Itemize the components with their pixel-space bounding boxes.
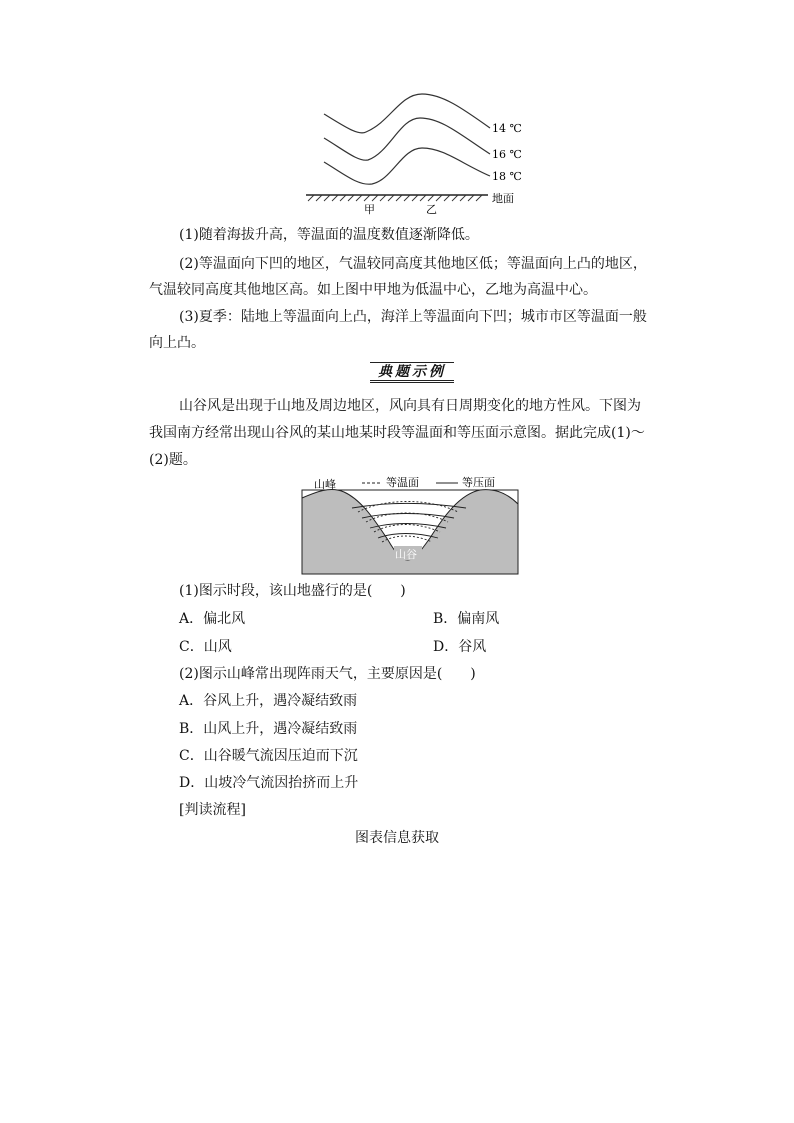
note-3-line-2: 向上凸。 — [149, 335, 205, 351]
note-2-line-1: (2)等温面向下凹的地区，气温较同高度其他地区低；等温面向上凸的地区， — [179, 256, 647, 272]
q2-option-b[interactable]: B．山风上升，遇冷凝结致雨 — [179, 721, 358, 737]
label-18c: 18 ℃ — [492, 170, 522, 183]
intro-line-3: (2)题。 — [149, 452, 197, 468]
section-heading-text: 典题示例 — [378, 364, 446, 380]
label-16c: 16 ℃ — [492, 148, 522, 161]
label-jia: 甲 — [364, 203, 375, 216]
label-yi: 乙 — [426, 203, 437, 216]
intro-line-1: 山谷风是出现于山地及周边地区，风向具有日周期变化的地方性风。下图为 — [179, 398, 641, 414]
question-2-stem: (2)图示山峰常出现阵雨天气，主要原因是( ) — [179, 666, 476, 682]
q2-option-d[interactable]: D．山坡冷气流因抬挤而上升 — [179, 775, 359, 791]
section-heading — [370, 362, 454, 382]
note-1: (1)随着海拔升高，等温面的温度数值逐渐降低。 — [179, 227, 479, 243]
isotherm-diagram — [300, 88, 530, 218]
q1-option-c[interactable]: C．山风 — [179, 639, 232, 655]
q1-option-a[interactable]: A．偏北风 — [179, 611, 246, 627]
mountain-silhouette — [302, 490, 518, 574]
heading-bottom-rule-2 — [370, 382, 454, 383]
ground-hatching — [308, 195, 482, 201]
label-valley: 山谷 — [395, 548, 417, 561]
isotherm-14-line — [324, 94, 490, 133]
note-3-line-1: (3)夏季：陆地上等温面向上凸，海洋上等温面向下凹；城市市区等温面一般 — [179, 309, 647, 325]
label-peak: 山峰 — [314, 478, 336, 491]
heading-bottom-rule — [370, 380, 454, 381]
q2-option-a[interactable]: A．谷风上升，遇冷凝结致雨 — [179, 693, 358, 709]
label-ground: 地面 — [492, 192, 514, 205]
valley-diagram — [296, 472, 524, 578]
flow-title: 图表信息获取 — [355, 830, 439, 846]
question-1-stem: (1)图示时段，该山地盛行的是( ) — [179, 583, 406, 599]
q1-option-d[interactable]: D．谷风 — [433, 639, 487, 655]
label-14c: 14 ℃ — [492, 122, 522, 135]
note-2-line-2: 气温较同高度其他地区高。如上图中甲地为低温中心，乙地为高温中心。 — [149, 282, 597, 298]
intro-line-2: 我国南方经常出现山谷风的某山地某时段等温面和等压面示意图。据此完成(1)～ — [149, 425, 645, 441]
flow-label: [判读流程] — [179, 802, 246, 818]
q1-option-b[interactable]: B．偏南风 — [433, 611, 500, 627]
q2-option-c[interactable]: C．山谷暖气流因压迫而下沉 — [179, 748, 358, 764]
legend-isobar: 等压面 — [462, 476, 495, 489]
legend-isotherm: 等温面 — [386, 476, 419, 489]
